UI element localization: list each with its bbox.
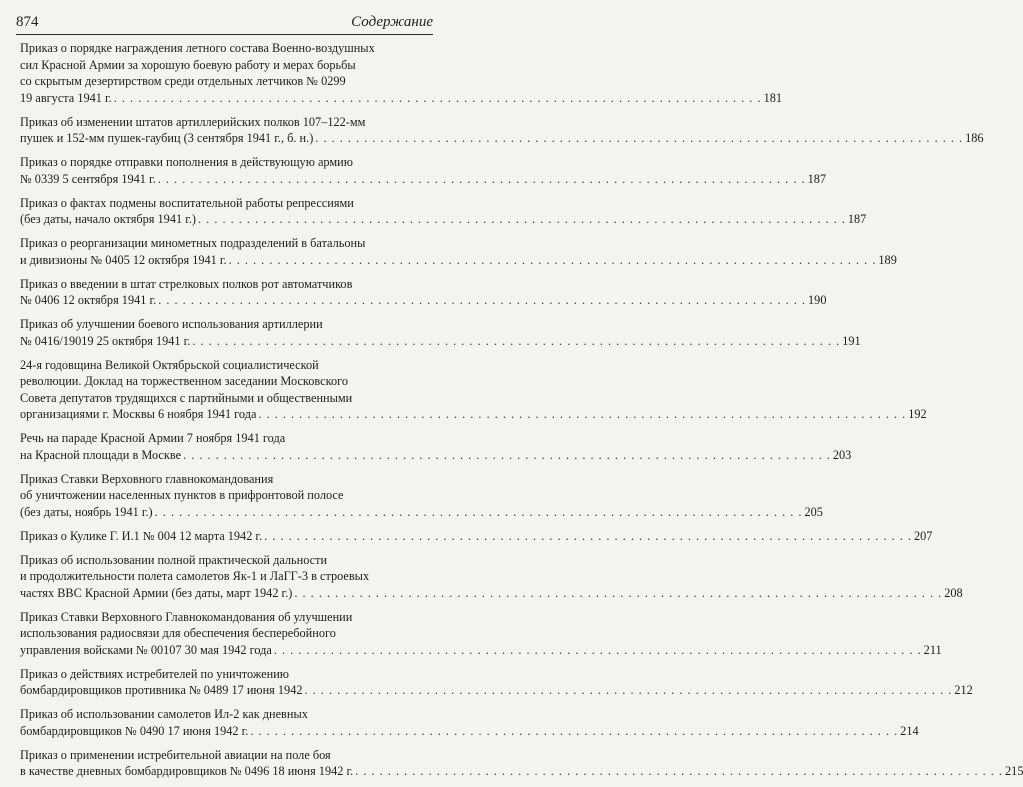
toc-leader-dots: . . . . . . . . . . . . . . . . . . . . . . . . . . . . . . . . . . . . . . . . . . . . . . . . . . . . . . . . . . . . . . . . . . . . . . . . . . . . . . . . [273,642,922,657]
toc-page-number: 212 [954,683,973,697]
toc-entry-last-line [20,252,897,269]
toc-entry-text: (без даты, начало октября 1941 г.) [20,212,197,226]
toc-entry-text: № 0416/19019 25 октября 1941 г. [20,333,191,348]
toc-entry-line: Речь на параде Красной Армии 7 ноября 1941 года [20,431,286,445]
toc-entry-line: Приказ о фактах подмены воспитательной работы репрессиями [20,195,354,210]
toc-leader-dots: . . . . . . . . . . . . . . . . . . . . . . . . . . . . . . . . . . . . . . . . . . . . . . . . . . . . . . . . . . . . . . . . . . . . . . . . . . . . . . . . [113,90,762,105]
toc-entry-line: Приказ Ставки Верховного Главнокомандования об улучшении [20,609,353,624]
toc-entry [20,430,852,463]
toc-leader-dots: . . . . . . . . . . . . . . . . . . . . . . . . . . . . . . . . . . . . . . . . . . . . . . . . . . . . . . . . . . . . . . . . . . . . . . . . . . . . . . . . [183,447,831,462]
toc-page-number: 208 [944,585,963,600]
toc-leader-dots: . . . . . . . . . . . . . . . . . . . . . . . . . . . . . . . . . . . . . . . . . . . . . . . . . . . . . . . . . . . . . . . . . . . . . . . . . . . . . . . . [157,171,806,186]
toc-leader-dots: . . . . . . . . . . . . . . . . . . . . . . . . . . . . . . . . . . . . . . . . . . . . . . . . . . . . . . . . . . . . . . . . . . . . . . . . . . . . . . . . [258,407,907,421]
toc-entry [20,195,867,228]
toc-entry [20,528,933,545]
toc-page-number: 192 [908,407,927,421]
toc-page-number: 187 [847,212,867,226]
toc-entry-text: Приказ о Кулике Г. И.1 № 004 12 марта 1942 г. [20,528,263,543]
toc-entry [20,471,823,521]
toc-entry-last-line [20,130,984,147]
toc-leader-dots: . . . . . . . . . . . . . . . . . . . . . . . . . . . . . . . . . . . . . . . . . . . . . . . . . . . . . . . . . . . . . . . . . . . . . . . . . . . . . . . . [158,293,807,307]
toc-entry [20,235,897,268]
toc-entry-last-line [20,406,927,423]
toc-entry [20,666,973,699]
toc-entry-line: Приказ о порядке отправки пополнения в действующую армию [20,155,353,169]
toc-entry [20,154,827,187]
toc-page-number: 215 [1005,764,1023,778]
toc-entry-text: в качестве дневных бомбардировщиков № 0496 18 июня 1942 г. [20,764,354,778]
toc-leader-dots: . . . . . . . . . . . . . . . . . . . . . . . . . . . . . . . . . . . . . . . . . . . . . . . . . . . . . . . . . . . . . . . . . . . . . . . . . . . . . . . . [228,252,877,267]
toc-entry-text: управления войсками № 00107 30 мая 1942 года [20,642,272,657]
toc-entry-text: пушек и 152-мм пушек-гаубиц (3 сентября 1941 г., б. н.) [20,131,314,145]
toc-entry-line: Приказ об улучшении боевого использования артиллерии [20,317,323,331]
toc-entry-last-line [20,447,852,464]
toc-entry-last-line [20,90,783,107]
toc-entry-line: со скрытым дезертирством среди отдельных летчиков № 0299 [20,74,346,88]
toc-entry-text: организациями г. Москвы 6 ноября 1941 года [20,407,257,421]
toc-entry-last-line [20,528,933,545]
toc-entry-line: Приказ о введении в штат стрелковых полков рот автоматчиков [20,276,353,291]
toc-entry-line: 24-я годовщина Великой Октябрьской социалистической [20,357,319,372]
toc-entry-text: № 0406 12 октября 1941 г. [20,293,157,307]
toc-entry-line: Приказ о порядке награждения летного состава Военно-воздушных [20,41,375,55]
toc-entry-last-line [20,171,827,188]
toc-entry-last-line [20,333,861,350]
toc-page-number: 207 [913,528,933,543]
toc-entry-last-line [20,763,1023,780]
toc-entry-line: революции. Доклад на торжественном заседании Московского [20,374,349,388]
toc-page-number: 205 [804,504,823,519]
page-header [16,12,433,35]
toc-page-number: 181 [763,90,783,105]
toc-entry-text: № 0339 5 сентября 1941 г. [20,171,156,186]
toc-entry [20,316,861,349]
toc-entry-line: Совета депутатов трудящихся с партийными и общественными [20,390,353,405]
toc-entry-text: на Красной площади в Москве [20,447,182,462]
toc-entry-line: Приказ об использовании полной практической дальности [20,552,328,567]
toc-page-number: 187 [807,171,827,186]
toc-entry-text: и дивизионы № 0405 12 октября 1941 г. [20,252,227,267]
toc-entry-line: сил Красной Армии за хорошую боевую работу и мерах борьбы [20,57,356,72]
toc-entry-line: Приказ о реорганизации минометных подразделений в батальоны [20,236,366,250]
toc-entry-line: Приказ о действиях истребителей по уничтожению [20,666,289,681]
toc-entry-last-line [20,585,963,602]
toc-entry-line: Приказ Ставки Верховного главнокомандования [20,471,274,486]
toc-leader-dots: . . . . . . . . . . . . . . . . . . . . . . . . . . . . . . . . . . . . . . . . . . . . . . . . . . . . . . . . . . . . . . . . . . . . . . . . . . . . . . . . [294,585,943,600]
toc-page-number: 191 [842,333,861,348]
toc-leader-dots: . . . . . . . . . . . . . . . . . . . . . . . . . . . . . . . . . . . . . . . . . . . . . . . . . . . . . . . . . . . . . . . . . . . . . . . . . . . . . . . . [315,131,964,145]
toc-entry [20,706,919,739]
toc-entry-last-line [20,211,867,228]
toc-entry-text: 19 августа 1941 г. [20,90,112,105]
toc-entry [20,609,942,659]
toc-entry-last-line [20,723,919,740]
toc-entry [20,357,927,423]
toc-entry [20,114,984,147]
toc-entry-text: бомбардировщиков противника № 0489 17 июня 1942 [20,683,303,697]
toc-entry-line: использования радиосвязи для обеспечения бесперебойного [20,626,336,640]
toc-entry [20,276,827,309]
toc-entry-last-line [20,504,823,521]
toc-entry-text: (без даты, ноябрь 1941 г.) [20,504,153,519]
toc-entry-text: бомбардировщиков № 0490 17 июня 1942 г. [20,723,249,738]
section-title: Содержание [351,14,433,30]
toc-entry-line: Приказ об изменении штатов артиллерийских полков 107–122-мм [20,114,366,129]
toc-page-number: 214 [900,723,919,738]
toc-entry-text: частях ВВС Красной Армии (без даты, март 1942 г.) [20,585,293,600]
toc-entry-line: Приказ о применении истребительной авиации на поле боя [20,747,331,762]
toc-page-number: 186 [965,131,984,145]
toc-entry-last-line [20,682,973,699]
toc-page-number: 189 [878,252,897,267]
toc-entry [20,747,1023,780]
toc-page-number: 190 [808,293,827,307]
toc-entry-line: Приказ об использовании самолетов Ил-2 как дневных [20,707,308,721]
toc-leader-dots: . . . . . . . . . . . . . . . . . . . . . . . . . . . . . . . . . . . . . . . . . . . . . . . . . . . . . . . . . . . . . . . . . . . . . . . . . . . . . . . . [355,764,1004,778]
page-number: 874 [16,14,39,30]
toc-leader-dots: . . . . . . . . . . . . . . . . . . . . . . . . . . . . . . . . . . . . . . . . . . . . . . . . . . . . . . . . . . . . . . . . . . . . . . . . . . . . . . . . [250,723,899,738]
toc-entry [20,40,783,106]
toc-leader-dots: . . . . . . . . . . . . . . . . . . . . . . . . . . . . . . . . . . . . . . . . . . . . . . . . . . . . . . . . . . . . . . . . . . . . . . . . . . . . . . . . [304,683,953,697]
toc-entry [20,552,963,602]
table-of-contents [20,40,1023,787]
toc-page-number: 203 [832,447,852,462]
toc-leader-dots: . . . . . . . . . . . . . . . . . . . . . . . . . . . . . . . . . . . . . . . . . . . . . . . . . . . . . . . . . . . . . . . . . . . . . . . . . . . . . . . . [198,212,846,226]
toc-entry-line: и продолжительности полета самолетов Як-1 и ЛаГГ-3 в строевых [20,569,370,583]
toc-leader-dots: . . . . . . . . . . . . . . . . . . . . . . . . . . . . . . . . . . . . . . . . . . . . . . . . . . . . . . . . . . . . . . . . . . . . . . . . . . . . . . . . [264,528,912,543]
toc-leader-dots: . . . . . . . . . . . . . . . . . . . . . . . . . . . . . . . . . . . . . . . . . . . . . . . . . . . . . . . . . . . . . . . . . . . . . . . . . . . . . . . . [154,504,803,519]
toc-leader-dots: . . . . . . . . . . . . . . . . . . . . . . . . . . . . . . . . . . . . . . . . . . . . . . . . . . . . . . . . . . . . . . . . . . . . . . . . . . . . . . . . [192,333,841,348]
toc-page-number: 211 [923,642,942,657]
toc-entry-line: об уничтожении населенных пунктов в прифронтовой полосе [20,488,344,502]
toc-entry-last-line [20,642,942,659]
toc-entry-last-line [20,292,827,309]
